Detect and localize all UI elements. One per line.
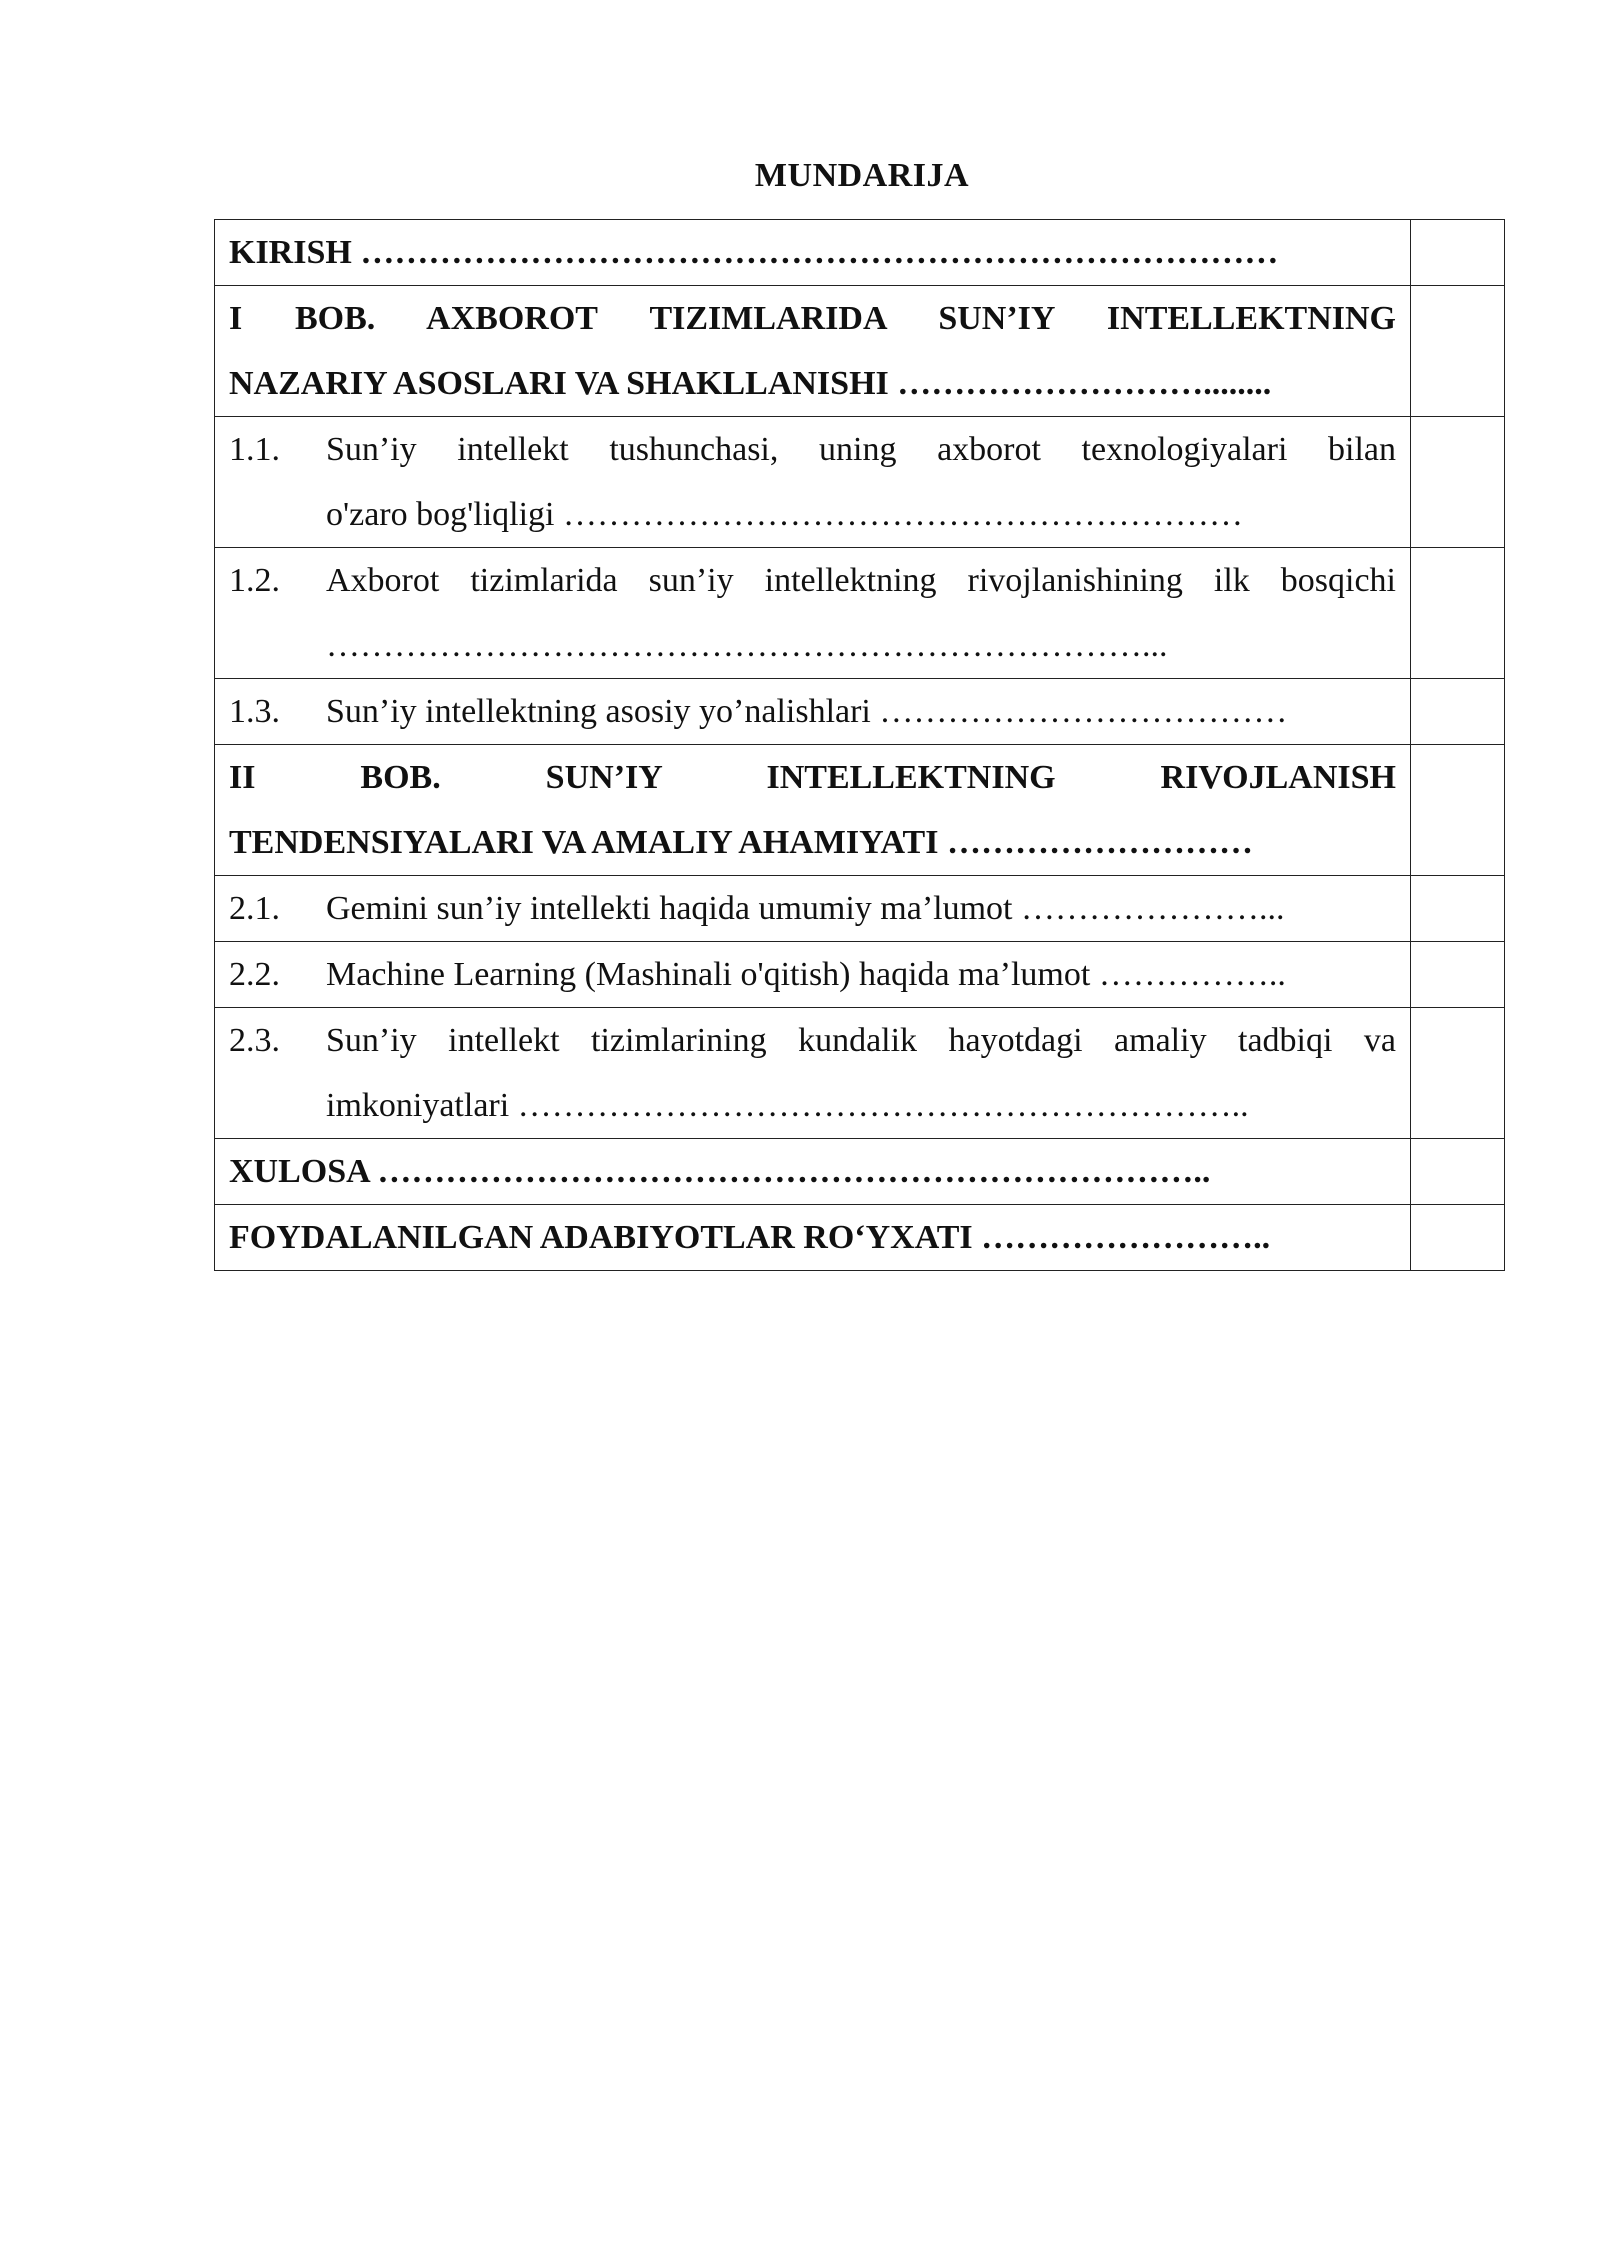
- toc-page-cell: [1411, 745, 1505, 876]
- section-number: 1.1.: [229, 431, 280, 468]
- toc-entry-line-1: Sun’iy intellekt tizimlarining kundalik hayotdagi amaliy tadbiqi va: [326, 1022, 1396, 1059]
- toc-entry-block: [215, 286, 1410, 416]
- toc-entry-text: Sun’iy intellektning asosiy yo’nalishlari ………………………………: [326, 693, 1288, 730]
- toc-entry-cell: [215, 876, 1411, 942]
- toc-row-section-1-1: [215, 417, 1505, 548]
- toc-entry-cell: [215, 1008, 1411, 1139]
- toc-row-xulosa: [215, 1139, 1505, 1205]
- toc-row-chapter-1: [215, 286, 1505, 417]
- toc-entry-cell: [215, 548, 1411, 679]
- toc-page-cell: [1411, 548, 1505, 679]
- document-title: MUNDARIJA: [754, 157, 970, 194]
- section-number: 2.2.: [229, 956, 280, 993]
- toc-row-references: [215, 1205, 1505, 1271]
- toc-entry-cell: [215, 417, 1411, 548]
- toc-entry-cell: [215, 942, 1411, 1008]
- toc-entry-block: [215, 679, 1410, 744]
- toc-row-section-1-3: [215, 679, 1505, 745]
- toc-page-cell: [1411, 220, 1505, 286]
- toc-entry-line-2: ………………………………………………………………...: [326, 627, 1168, 664]
- toc-row-section-1-2: [215, 548, 1505, 679]
- toc-row-section-2-1: [215, 876, 1505, 942]
- toc-page-cell: [1411, 1205, 1505, 1271]
- section-number: 1.3.: [229, 693, 280, 730]
- toc-entry-line-2: imkoniyatlari ………………………………………………………..: [326, 1087, 1249, 1124]
- toc-entry-cell: [215, 220, 1411, 286]
- toc-entry-line-2: TENDENSIYALARI VA AMALIY AHAMIYATI ………………………: [229, 824, 1253, 861]
- toc-page-cell: [1411, 679, 1505, 745]
- toc-entry-text: Gemini sun’iy intellekti haqida umumiy ma’lumot …………………...: [326, 890, 1285, 927]
- toc-page-cell: [1411, 1008, 1505, 1139]
- toc-entry-block: [215, 745, 1410, 875]
- toc-entry-block: [215, 1008, 1410, 1138]
- section-number: 1.2.: [229, 562, 280, 599]
- toc-row-section-2-3: [215, 1008, 1505, 1139]
- toc-entry-line-1: Axborot tizimlarida sun’iy intellektning rivojlanishining ilk bosqichi: [326, 562, 1396, 599]
- toc-entry-cell: [215, 745, 1411, 876]
- toc-entry-cell: [215, 679, 1411, 745]
- toc-entry-text: FOYDALANILGAN ADABIYOTLAR RO‘YXATI ……………………..: [229, 1219, 1271, 1256]
- toc-entry-line-2: o'zaro bog'liqligi ……………………………………………………: [326, 496, 1243, 533]
- toc-row-kirish: [215, 220, 1505, 286]
- table-of-contents: [214, 219, 1505, 1271]
- toc-entry-line-1: II BOB. SUN’IY INTELLEKTNING RIVOJLANISH: [229, 759, 1396, 796]
- toc-entry-text: Machine Learning (Mashinali o'qitish) haqida ma’lumot ……………..: [326, 956, 1286, 993]
- toc-entry-cell: [215, 1205, 1411, 1271]
- toc-entry-block: [215, 417, 1410, 547]
- toc-entry-text: KIRISH ………………………………………………………………………: [229, 234, 1279, 271]
- toc-entry-text: XULOSA ………………………………………………………………..: [229, 1153, 1211, 1190]
- toc-row-chapter-2: [215, 745, 1505, 876]
- section-number: 2.1.: [229, 890, 280, 927]
- toc-row-section-2-2: [215, 942, 1505, 1008]
- toc-page-cell: [1411, 942, 1505, 1008]
- toc-entry-block: [215, 548, 1410, 678]
- section-number: 2.3.: [229, 1022, 280, 1059]
- toc-entry-line-1: I BOB. AXBOROT TIZIMLARIDA SUN’IY INTELLEKTNING: [229, 300, 1396, 337]
- toc-entry-cell: [215, 1139, 1411, 1205]
- toc-page-cell: [1411, 417, 1505, 548]
- toc-page-cell: [1411, 876, 1505, 942]
- toc-page-cell: [1411, 1139, 1505, 1205]
- toc-entry-block: [215, 876, 1410, 941]
- toc-entry-line-1: Sun’iy intellekt tushunchasi, uning axborot texnologiyalari bilan: [326, 431, 1396, 468]
- toc-page-cell: [1411, 286, 1505, 417]
- toc-entry-block: [215, 942, 1410, 1007]
- toc-entry-cell: [215, 286, 1411, 417]
- toc-entry-line-2: NAZARIY ASOSLARI VA SHAKLLANISHI ………………………........: [229, 365, 1272, 402]
